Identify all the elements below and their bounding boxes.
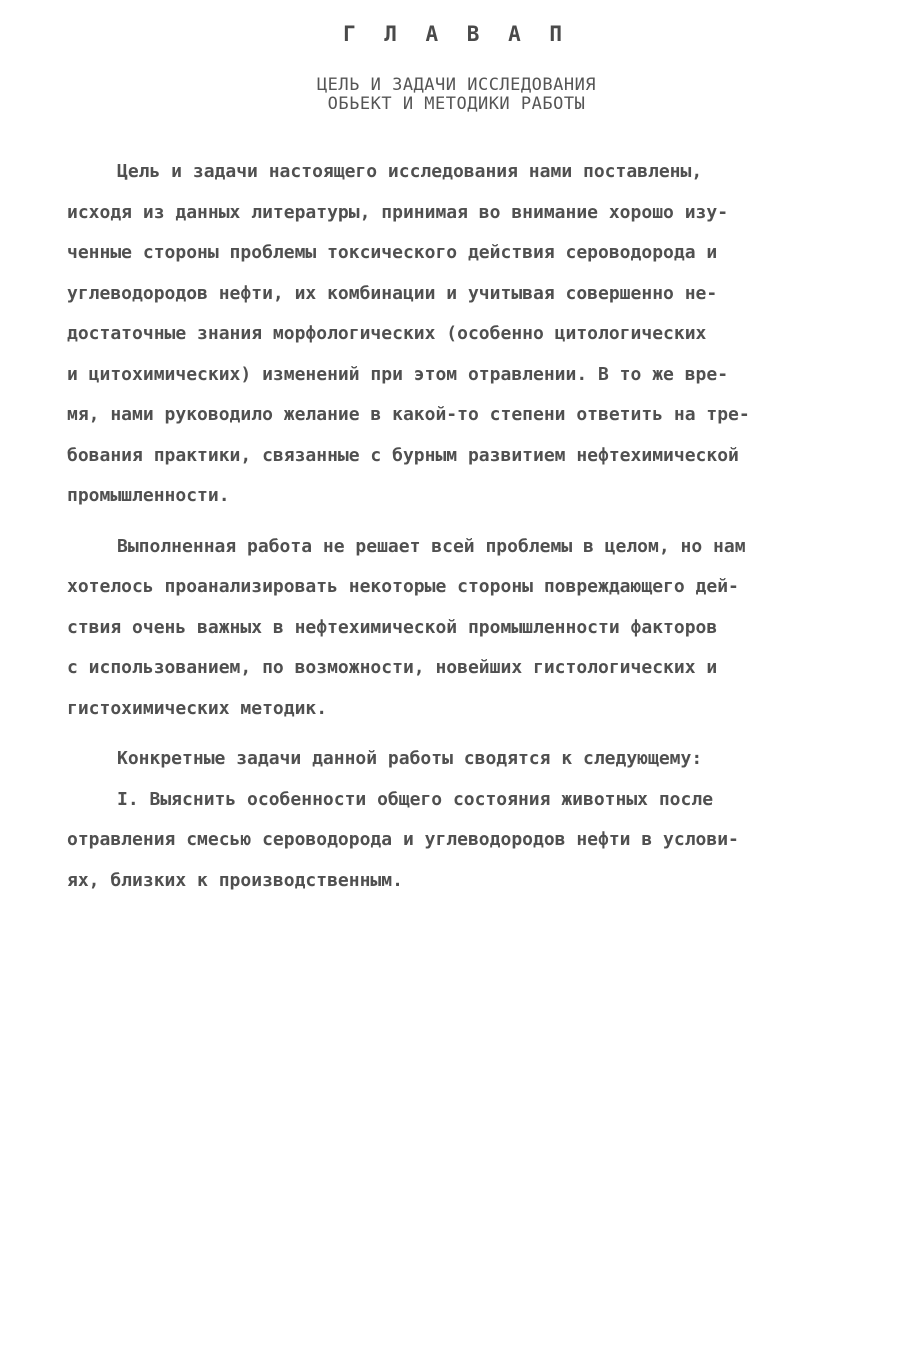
- text-line: углеводородов нефти, их комбинации и учитывая совершенно не-: [67, 282, 718, 304]
- text-line: достаточные знания морфологических (особенно цитологических: [67, 323, 707, 344]
- paragraph-2: [67, 527, 847, 730]
- text-line: Цель и задачи настоящего исследования нами поставлены,: [117, 161, 703, 182]
- text-line: отравления смесью сероводорода и углеводородов нефти в услови-: [67, 829, 739, 850]
- text-line: промышленности.: [67, 485, 230, 506]
- text-line: и цитохимических) изменений при этом отравлении. В то же вре-: [67, 363, 729, 385]
- text-line: гистохимических методик.: [67, 697, 328, 719]
- paragraph-1: [67, 152, 847, 517]
- text-line: Конкретные задачи данной работы сводятся к следующему:: [117, 748, 703, 769]
- text-line: ченные стороны проблемы токсического действия сероводорода и: [67, 242, 718, 263]
- text-line: ствия очень важных в нефтехимической промышленности факторов: [67, 616, 718, 638]
- text-line: с использованием, по возможности, новейших гистологических и: [67, 657, 718, 678]
- text-line: Выполненная работа не решает всей проблемы в целом, но нам: [117, 535, 746, 557]
- paragraph-3: [67, 739, 847, 780]
- text-line: исходя из данных литературы, принимая во внимание хорошо изу-: [67, 201, 729, 223]
- paragraph-4: [67, 780, 847, 902]
- text-line: I. Выяснить особенности общего состояния животных после: [117, 788, 714, 810]
- text-line: мя, нами руководило желание в какой-то степени ответить на тре-: [67, 404, 750, 425]
- text-line: ях, близких к производственным.: [67, 869, 403, 891]
- document-body: [67, 152, 847, 901]
- subtitle-line-1: ЦЕЛЬ И ЗАДАЧИ ИССЛЕДОВАНИЯ: [316, 75, 597, 95]
- subtitle-line-2: ОБЬЕКТ И МЕТОДИКИ РАБОТЫ: [327, 94, 586, 114]
- chapter-title: Г Л А В А П: [342, 22, 571, 46]
- chapter-subtitle: [0, 76, 913, 114]
- text-line: бования практики, связанные с бурным развитием нефтехимической: [67, 444, 739, 466]
- text-line: хотелось проанализировать некоторые стороны повреждающего дей-: [67, 576, 739, 597]
